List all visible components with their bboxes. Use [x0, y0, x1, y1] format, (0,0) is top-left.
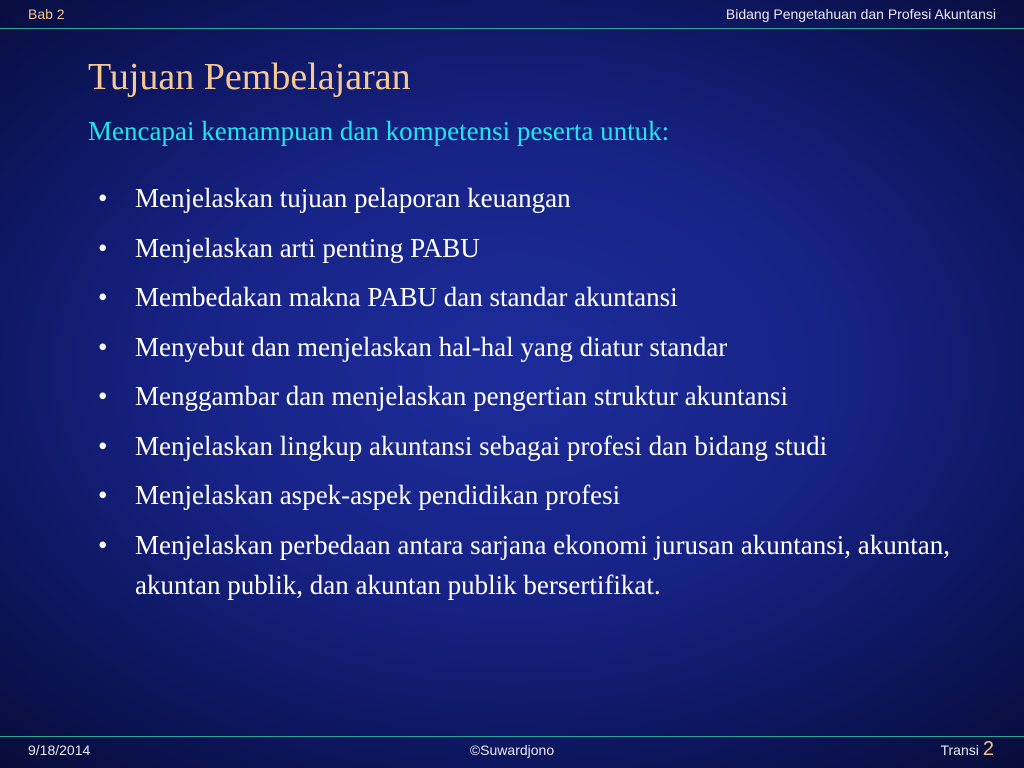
bullet-icon: •: [98, 430, 108, 461]
header-divider: [0, 28, 1024, 29]
bullet-text: Menjelaskan tujuan pelaporan keuangan: [135, 183, 571, 213]
bullet-text: Menjelaskan perbedaan antara sarjana ekonomi jurusan akuntansi, akuntan, akuntan publik, dan akuntan publik bersertifikat.: [135, 529, 950, 600]
bullet-icon: •: [98, 183, 108, 213]
bullet-text: Menjelaskan arti penting PABU: [135, 232, 480, 263]
bullet-icon: •: [98, 282, 108, 312]
bullet-item: [98, 327, 978, 367]
bullet-text: Menyebut dan menjelaskan hal-hal yang diatur standar: [135, 331, 728, 362]
bullet-text: Menjelaskan lingkup akuntansi sebagai profesi dan bidang studi: [135, 430, 828, 461]
bullet-list: [98, 178, 978, 614]
footer-divider: [0, 736, 1024, 737]
bullet-item: [98, 277, 978, 317]
footer-date: 9/18/2014: [28, 742, 91, 758]
chapter-label: Bab 2: [28, 6, 65, 22]
bullet-item: [98, 178, 978, 218]
bullet-text: Menjelaskan aspek-aspek pendidikan profesi: [135, 480, 621, 510]
course-title: Bidang Pengetahuan dan Profesi Akuntansi: [725, 6, 996, 22]
bullet-icon: •: [98, 232, 108, 263]
bullet-item: [98, 475, 978, 515]
bullet-text: Membedakan makna PABU dan standar akuntansi: [135, 282, 678, 312]
bullet-icon: •: [98, 331, 108, 362]
bullet-text: Menggambar dan menjelaskan pengertian struktur akuntansi: [135, 381, 789, 411]
footer-author: ©Suwardjono: [469, 742, 555, 758]
slide-subtitle: Mencapai kemampuan dan kompetensi peserta untuk:: [88, 116, 670, 146]
footer-label: Transi: [940, 742, 979, 758]
bullet-item: [98, 376, 978, 416]
slide-number: 2: [982, 738, 994, 760]
footer-slide-info: [940, 738, 994, 761]
bullet-item: [98, 426, 978, 466]
bullet-icon: •: [98, 529, 108, 560]
bullet-item: [98, 525, 978, 605]
slide-title: Tujuan Pembelajaran: [88, 56, 411, 98]
bullet-item: [98, 228, 978, 268]
bullet-icon: •: [98, 381, 108, 411]
bullet-icon: •: [98, 480, 108, 510]
slide-header: [0, 0, 1024, 28]
